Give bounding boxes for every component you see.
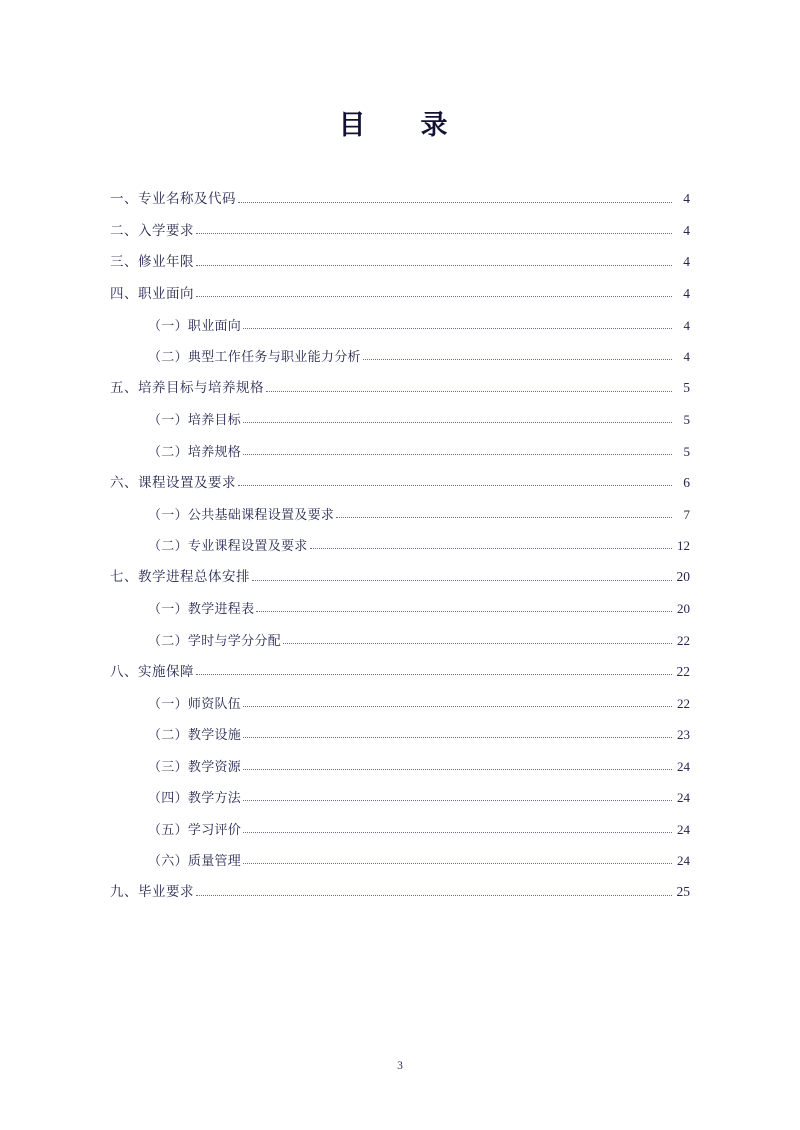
toc-leader-dots (196, 295, 672, 297)
toc-page-number: 4 (683, 222, 690, 238)
table-of-contents (110, 176, 690, 901)
toc-page-number: 20 (677, 601, 690, 616)
toc-entry-17[interactable] (110, 680, 690, 712)
toc-entry-label: （一）培养目标 (148, 412, 242, 427)
toc-page-number: 23 (677, 727, 690, 742)
page-footer-number: 3 (397, 1060, 403, 1072)
toc-leader-dots (243, 799, 672, 801)
toc-leader-dots (238, 201, 672, 203)
toc-leader-dots (196, 232, 672, 234)
toc-entry-label: （一）师资队伍 (148, 695, 242, 711)
toc-entry-14[interactable] (110, 586, 690, 618)
toc-page-number: 24 (677, 853, 690, 868)
toc-leader-dots (283, 642, 672, 644)
toc-entry-label: 一、专业名称及代码 (110, 191, 236, 206)
toc-leader-dots (243, 736, 672, 738)
toc-entry-label: （三）教学资源 (148, 758, 242, 774)
toc-page-number: 4 (683, 317, 690, 333)
toc-entry-label: （二）学时与学分分配 (148, 632, 282, 648)
toc-entry-label: （二）专业课程设置及要求 (148, 538, 308, 553)
toc-leader-dots (196, 264, 672, 266)
toc-page-number: 5 (683, 412, 690, 427)
toc-entry-8[interactable] (110, 397, 690, 429)
toc-page-number: 4 (683, 254, 690, 269)
toc-entry-label: （六）质量管理 (148, 853, 242, 868)
page-title: 目 录 (338, 110, 462, 140)
toc-leader-dots (196, 894, 672, 896)
toc-entry-label: （五）学习评价 (148, 821, 242, 837)
toc-entry-label: 九、毕业要求 (110, 884, 194, 899)
toc-page-number: 7 (683, 506, 690, 522)
toc-leader-dots (256, 610, 672, 612)
toc-entry-19[interactable] (110, 743, 690, 775)
toc-page-number: 20 (676, 569, 690, 584)
toc-entry-label: 四、职业面向 (110, 285, 194, 301)
toc-entry-5[interactable] (110, 302, 690, 334)
toc-entry-label: （二）教学设施 (148, 727, 242, 742)
toc-leader-dots (243, 453, 672, 455)
toc-leader-dots (243, 421, 672, 423)
toc-page-number: 4 (683, 191, 690, 206)
toc-page-number: 22 (677, 695, 690, 711)
toc-entry-label: 七、教学进程总体安排 (110, 569, 250, 584)
toc-page-number: 24 (677, 821, 690, 837)
toc-leader-dots (243, 327, 672, 329)
toc-entry-label: （二）典型工作任务与职业能力分析 (148, 349, 361, 364)
toc-leader-dots (243, 831, 672, 833)
toc-page-number: 4 (683, 285, 690, 301)
toc-entry-15[interactable] (110, 617, 690, 649)
toc-entry-label: 五、培养目标与培养规格 (110, 380, 264, 395)
toc-entry-6[interactable] (110, 334, 690, 366)
toc-entry-9[interactable] (110, 428, 690, 460)
toc-entry-label: （四）教学方法 (148, 790, 242, 805)
toc-leader-dots (238, 484, 672, 486)
toc-page-number: 5 (683, 380, 690, 395)
toc-entry-13[interactable] (110, 554, 690, 586)
toc-page-number: 22 (677, 632, 690, 648)
toc-leader-dots (252, 579, 672, 581)
toc-entry-16[interactable] (110, 649, 690, 681)
toc-page-number: 5 (683, 443, 690, 459)
toc-entry-1[interactable] (110, 176, 690, 208)
toc-entry-23[interactable] (110, 869, 690, 901)
toc-leader-dots (336, 516, 672, 518)
toc-page-number: 24 (677, 790, 690, 805)
toc-entry-10[interactable] (110, 460, 690, 492)
toc-page-number: 4 (683, 349, 690, 364)
toc-entry-3[interactable] (110, 239, 690, 271)
toc-entry-label: （一）公共基础课程设置及要求 (148, 506, 335, 522)
toc-entry-label: （一）职业面向 (148, 317, 242, 333)
toc-entry-label: （一）教学进程表 (148, 601, 255, 616)
toc-entry-20[interactable] (110, 775, 690, 807)
toc-leader-dots (310, 547, 672, 549)
toc-leader-dots (266, 390, 672, 392)
toc-leader-dots (196, 673, 672, 675)
toc-page-number: 12 (677, 538, 690, 553)
toc-entry-2[interactable] (110, 208, 690, 240)
toc-entry-12[interactable] (110, 523, 690, 555)
toc-entry-18[interactable] (110, 712, 690, 744)
toc-page-number: 24 (677, 758, 690, 774)
toc-entry-label: 三、修业年限 (110, 254, 194, 269)
toc-entry-22[interactable] (110, 838, 690, 870)
toc-entry-label: 六、课程设置及要求 (110, 474, 236, 490)
toc-entry-label: 二、入学要求 (110, 222, 194, 238)
toc-page-number: 22 (676, 663, 690, 679)
toc-entry-label: （二）培养规格 (148, 443, 242, 459)
toc-page-number: 25 (676, 884, 690, 899)
toc-leader-dots (363, 358, 672, 360)
toc-entry-label: 八、实施保障 (110, 663, 194, 679)
toc-leader-dots (243, 768, 672, 770)
toc-leader-dots (243, 705, 672, 707)
toc-entry-21[interactable] (110, 806, 690, 838)
toc-entry-11[interactable] (110, 491, 690, 523)
toc-leader-dots (243, 862, 672, 864)
toc-page-number: 6 (683, 474, 690, 490)
toc-entry-7[interactable] (110, 365, 690, 397)
toc-entry-4[interactable] (110, 271, 690, 303)
